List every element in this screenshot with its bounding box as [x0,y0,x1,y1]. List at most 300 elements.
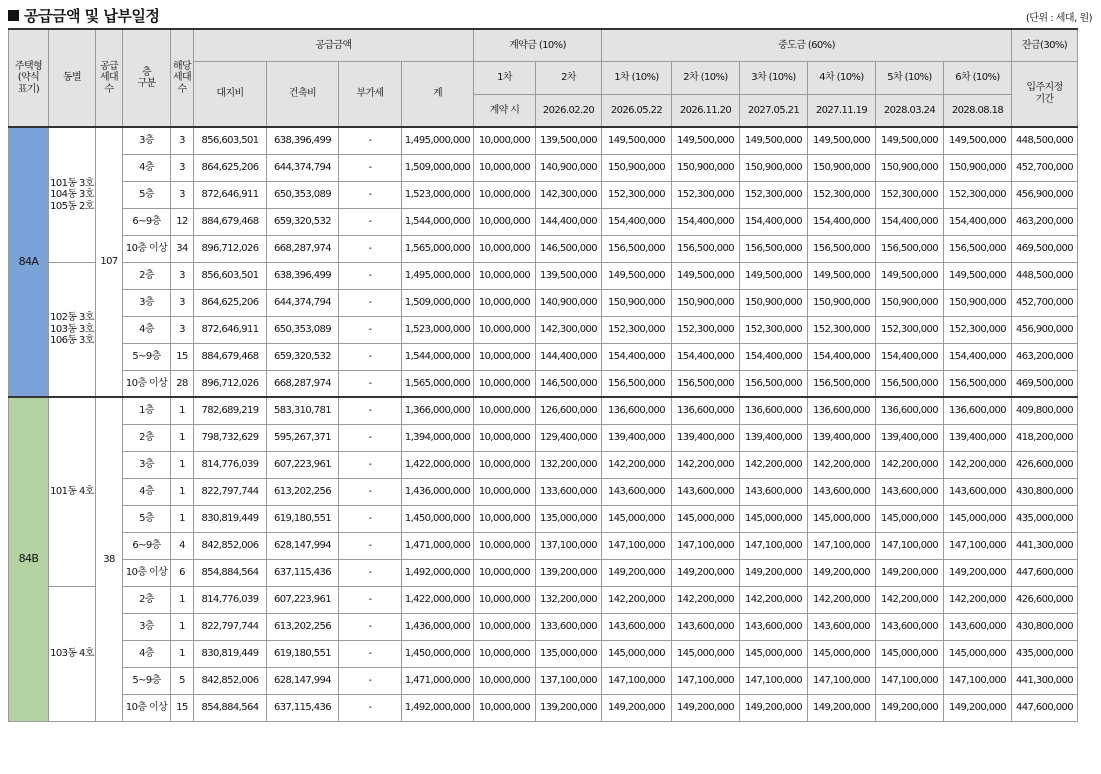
balance-cell: 452,700,000 [1012,289,1078,316]
col-m2-header: 2차 (10%) [672,61,740,94]
col-type-line: 주택형 [14,60,43,72]
title-bar [8,0,1098,26]
land-price-cell: 842,852,006 [194,532,267,559]
vat-cell: - [339,370,402,397]
col-units-line: 수 [177,83,187,95]
units-cell: 15 [171,343,194,370]
vat-cell: - [339,694,402,721]
middle-payment-1-cell: 143,600,000 [602,613,672,640]
unit-type-cell: 84A [9,127,49,397]
middle-payment-1-cell: 147,100,000 [602,532,672,559]
table-row [9,640,1078,667]
col-total-header: 계 [402,61,474,127]
middle-payment-1-cell: 150,900,000 [602,289,672,316]
table-body [9,127,1078,721]
middle-payment-1-cell: 156,500,000 [602,235,672,262]
table-row [9,208,1078,235]
contract-1-cell: 10,000,000 [474,370,536,397]
balance-cell: 447,600,000 [1012,559,1078,586]
middle-payment-5-cell: 149,200,000 [876,559,944,586]
building-price-cell: 659,320,532 [267,343,339,370]
contract-2-cell: 137,100,000 [536,667,602,694]
building-price-cell: 668,287,974 [267,370,339,397]
floor-cell: 5층 [123,505,171,532]
middle-payment-4-cell: 154,400,000 [808,208,876,235]
middle-payment-3-cell: 149,500,000 [740,127,808,154]
floor-cell: 6~9층 [123,208,171,235]
land-price-cell: 782,689,219 [194,397,267,424]
balance-cell: 452,700,000 [1012,154,1078,181]
middle-payment-5-cell: 149,500,000 [876,127,944,154]
total-price-cell: 1,394,000,000 [402,424,474,451]
balance-cell: 469,500,000 [1012,370,1078,397]
building-price-cell: 668,287,974 [267,235,339,262]
table-row [9,478,1078,505]
building-price-cell: 595,267,371 [267,424,339,451]
total-price-cell: 1,509,000,000 [402,154,474,181]
land-price-cell: 854,884,564 [194,559,267,586]
contract-1-cell: 10,000,000 [474,154,536,181]
floor-cell: 5층 [123,181,171,208]
middle-payment-2-cell: 142,200,000 [672,451,740,478]
dong-cell [49,127,96,262]
balance-cell: 441,300,000 [1012,667,1078,694]
contract-2-cell: 133,600,000 [536,478,602,505]
middle-payment-3-cell: 136,600,000 [740,397,808,424]
table-row [9,559,1078,586]
building-price-cell: 650,353,089 [267,316,339,343]
land-price-cell: 798,732,629 [194,424,267,451]
total-price-cell: 1,544,000,000 [402,208,474,235]
total-price-cell: 1,471,000,000 [402,667,474,694]
land-price-cell: 896,712,026 [194,235,267,262]
middle-payment-6-cell: 143,600,000 [944,613,1012,640]
middle-payment-5-cell: 152,300,000 [876,316,944,343]
middle-payment-4-cell: 149,200,000 [808,559,876,586]
col-supply-line: 수 [104,83,114,95]
contract-1-cell: 10,000,000 [474,208,536,235]
middle-payment-3-cell: 154,400,000 [740,208,808,235]
contract-1-cell: 10,000,000 [474,127,536,154]
middle-payment-3-cell: 142,200,000 [740,451,808,478]
land-price-cell: 872,646,911 [194,316,267,343]
units-cell: 4 [171,532,194,559]
balance-cell: 456,900,000 [1012,316,1078,343]
middle-payment-1-cell: 149,500,000 [602,262,672,289]
total-price-cell: 1,366,000,000 [402,397,474,424]
units-cell: 1 [171,586,194,613]
middle-payment-4-cell: 149,200,000 [808,694,876,721]
contract-1-cell: 10,000,000 [474,289,536,316]
balance-cell: 448,500,000 [1012,262,1078,289]
middle-payment-3-cell: 156,500,000 [740,235,808,262]
building-price-cell: 583,310,781 [267,397,339,424]
middle-payment-6-cell: 149,500,000 [944,262,1012,289]
middle-payment-1-cell: 142,200,000 [602,586,672,613]
middle-payment-5-cell: 150,900,000 [876,154,944,181]
middle-payment-4-cell: 143,600,000 [808,613,876,640]
units-cell: 3 [171,289,194,316]
col-m1-header: 1차 (10%) [602,61,672,94]
total-price-cell: 1,422,000,000 [402,451,474,478]
middle-payment-6-cell: 145,000,000 [944,505,1012,532]
vat-cell: - [339,262,402,289]
middle-payment-4-cell: 150,900,000 [808,289,876,316]
total-price-cell: 1,450,000,000 [402,505,474,532]
middle-payment-2-cell: 142,200,000 [672,586,740,613]
floor-cell: 6~9층 [123,532,171,559]
floor-cell: 10층 이상 [123,559,171,586]
contract-2-cell: 133,600,000 [536,613,602,640]
middle-payment-2-cell: 143,600,000 [672,613,740,640]
middle-payment-5-cell: 145,000,000 [876,505,944,532]
land-price-cell: 856,603,501 [194,262,267,289]
balance-cell: 447,600,000 [1012,694,1078,721]
middle-payment-6-cell: 152,300,000 [944,316,1012,343]
balance-cell: 418,200,000 [1012,424,1078,451]
balance-cell: 430,800,000 [1012,478,1078,505]
middle-payment-2-cell: 139,400,000 [672,424,740,451]
middle-payment-2-cell: 145,000,000 [672,505,740,532]
middle-payment-5-cell: 145,000,000 [876,640,944,667]
middle-payment-2-cell: 154,400,000 [672,343,740,370]
col-m3-date: 2027.05.21 [740,94,808,127]
middle-payment-3-cell: 145,000,000 [740,505,808,532]
middle-payment-1-cell: 152,300,000 [602,316,672,343]
middle-payment-3-cell: 154,400,000 [740,343,808,370]
contract-2-cell: 126,600,000 [536,397,602,424]
vat-cell: - [339,235,402,262]
supply-count-cell: 38 [96,397,123,721]
units-cell: 6 [171,559,194,586]
middle-payment-6-cell: 145,000,000 [944,640,1012,667]
middle-payment-3-cell: 152,300,000 [740,316,808,343]
contract-2-cell: 139,500,000 [536,127,602,154]
land-price-cell: 884,679,468 [194,343,267,370]
supply-count-cell: 107 [96,127,123,397]
col-floor-header [123,29,171,127]
middle-payment-4-cell: 136,600,000 [808,397,876,424]
floor-cell: 2층 [123,262,171,289]
units-cell: 3 [171,316,194,343]
table-row [9,289,1078,316]
contract-2-cell: 139,200,000 [536,694,602,721]
middle-payment-3-cell: 149,200,000 [740,559,808,586]
dong-line: 102동 3호 [50,312,94,323]
table-row [9,316,1078,343]
middle-payment-2-cell: 152,300,000 [672,316,740,343]
middle-payment-2-cell: 154,400,000 [672,208,740,235]
col-floor-line: 구분 [137,78,156,89]
vat-cell: - [339,532,402,559]
contract-2-cell: 146,500,000 [536,235,602,262]
middle-payment-1-cell: 142,200,000 [602,451,672,478]
total-price-cell: 1,450,000,000 [402,640,474,667]
middle-payment-2-cell: 156,500,000 [672,235,740,262]
total-price-cell: 1,523,000,000 [402,316,474,343]
table-row [9,397,1078,424]
middle-payment-5-cell: 154,400,000 [876,208,944,235]
middle-payment-6-cell: 152,300,000 [944,181,1012,208]
floor-cell: 2층 [123,586,171,613]
total-price-cell: 1,523,000,000 [402,181,474,208]
middle-payment-3-cell: 147,100,000 [740,532,808,559]
land-price-cell: 830,819,449 [194,505,267,532]
middle-payment-5-cell: 149,500,000 [876,262,944,289]
table-row [9,181,1078,208]
floor-cell: 10층 이상 [123,694,171,721]
dong-line: 105동 2호 [50,200,94,212]
contract-2-cell: 144,400,000 [536,208,602,235]
land-price-cell: 884,679,468 [194,208,267,235]
contract-2-cell: 132,200,000 [536,451,602,478]
middle-payment-2-cell: 147,100,000 [672,667,740,694]
units-cell: 1 [171,397,194,424]
middle-payment-2-cell: 156,500,000 [672,370,740,397]
page-title [8,5,159,26]
dong-line: 103동 3호 [50,323,94,335]
contract-1-cell: 10,000,000 [474,694,536,721]
table-row [9,613,1078,640]
table-row [9,235,1078,262]
table-row [9,127,1078,154]
vat-cell: - [339,613,402,640]
middle-payment-6-cell: 149,200,000 [944,559,1012,586]
vat-cell: - [339,127,402,154]
middle-payment-5-cell: 136,600,000 [876,397,944,424]
vat-cell: - [339,640,402,667]
vat-cell: - [339,343,402,370]
total-price-cell: 1,492,000,000 [402,559,474,586]
col-units-line: 세대 [172,72,192,84]
vat-cell: - [339,559,402,586]
middle-payment-1-cell: 154,400,000 [602,208,672,235]
middle-payment-5-cell: 156,500,000 [876,235,944,262]
contract-1-cell: 10,000,000 [474,235,536,262]
contract-1-cell: 10,000,000 [474,343,536,370]
middle-payment-6-cell: 143,600,000 [944,478,1012,505]
middle-payment-5-cell: 139,400,000 [876,424,944,451]
middle-payment-2-cell: 150,900,000 [672,289,740,316]
dong-cell [49,586,96,721]
col-type-header [9,29,49,127]
building-price-cell: 637,115,436 [267,694,339,721]
units-cell: 3 [171,262,194,289]
land-price-cell: 842,852,006 [194,667,267,694]
middle-payment-5-cell: 152,300,000 [876,181,944,208]
total-price-cell: 1,544,000,000 [402,343,474,370]
contract-1-cell: 10,000,000 [474,505,536,532]
middle-payment-4-cell: 139,400,000 [808,424,876,451]
col-land-header: 대지비 [194,61,267,127]
middle-payment-4-cell: 154,400,000 [808,343,876,370]
page-title-text: 공급금액 및 납부일정 [24,7,160,25]
middle-payment-1-cell: 150,900,000 [602,154,672,181]
vat-cell: - [339,154,402,181]
middle-payment-3-cell: 139,400,000 [740,424,808,451]
middle-payment-1-cell: 143,600,000 [602,478,672,505]
middle-payment-4-cell: 145,000,000 [808,640,876,667]
floor-cell: 10층 이상 [123,235,171,262]
col-type-line: 표기) [17,83,40,95]
middle-payment-2-cell: 145,000,000 [672,640,740,667]
table-row [9,694,1078,721]
building-price-cell: 628,147,994 [267,532,339,559]
middle-payment-6-cell: 156,500,000 [944,370,1012,397]
land-price-cell: 872,646,911 [194,181,267,208]
middle-payment-6-cell: 149,500,000 [944,127,1012,154]
middle-payment-6-cell: 150,900,000 [944,154,1012,181]
balance-cell: 469,500,000 [1012,235,1078,262]
table-row [9,586,1078,613]
col-m3-header: 3차 (10%) [740,61,808,94]
contract-1-cell: 10,000,000 [474,613,536,640]
middle-payment-3-cell: 152,300,000 [740,181,808,208]
floor-cell: 3층 [123,127,171,154]
land-price-cell: 822,797,744 [194,613,267,640]
contract-2-cell: 139,200,000 [536,559,602,586]
middle-payment-5-cell: 142,200,000 [876,586,944,613]
contract-1-cell: 10,000,000 [474,640,536,667]
col-supply-line: 공급 [99,60,119,72]
middle-payment-5-cell: 143,600,000 [876,478,944,505]
middle-payment-2-cell: 136,600,000 [672,397,740,424]
middle-payment-4-cell: 156,500,000 [808,235,876,262]
table-row [9,532,1078,559]
balance-cell: 463,200,000 [1012,343,1078,370]
total-price-cell: 1,565,000,000 [402,235,474,262]
middle-payment-5-cell: 154,400,000 [876,343,944,370]
total-price-cell: 1,436,000,000 [402,613,474,640]
middle-payment-1-cell: 156,500,000 [602,370,672,397]
middle-payment-2-cell: 152,300,000 [672,181,740,208]
units-cell: 1 [171,640,194,667]
contract-1-cell: 10,000,000 [474,559,536,586]
building-price-cell: 650,353,089 [267,181,339,208]
balance-cell: 441,300,000 [1012,532,1078,559]
floor-cell: 2층 [123,424,171,451]
middle-payment-2-cell: 149,500,000 [672,127,740,154]
table-row [9,667,1078,694]
middle-payment-5-cell: 149,200,000 [876,694,944,721]
middle-payment-4-cell: 142,200,000 [808,451,876,478]
col-type-line: (약식 [17,72,40,84]
total-price-cell: 1,495,000,000 [402,127,474,154]
floor-cell: 5~9층 [123,343,171,370]
middle-payment-5-cell: 142,200,000 [876,451,944,478]
vat-cell: - [339,289,402,316]
col-floor-line: 층 [141,66,152,78]
middle-payment-2-cell: 150,900,000 [672,154,740,181]
table-row [9,451,1078,478]
middle-payment-5-cell: 143,600,000 [876,613,944,640]
balance-cell: 435,000,000 [1012,505,1078,532]
land-price-cell: 856,603,501 [194,127,267,154]
middle-payment-4-cell: 156,500,000 [808,370,876,397]
middle-payment-1-cell: 149,500,000 [602,127,672,154]
middle-payment-4-cell: 150,900,000 [808,154,876,181]
middle-payment-5-cell: 147,100,000 [876,667,944,694]
vat-cell: - [339,397,402,424]
balance-cell: 409,800,000 [1012,397,1078,424]
middle-payment-1-cell: 149,200,000 [602,559,672,586]
contract-1-cell: 10,000,000 [474,451,536,478]
building-price-cell: 619,180,551 [267,505,339,532]
middle-payment-5-cell: 150,900,000 [876,289,944,316]
building-price-cell: 607,223,961 [267,451,339,478]
dong-cell [49,262,96,397]
building-price-cell: 637,115,436 [267,559,339,586]
contract-2-cell: 142,300,000 [536,316,602,343]
col-m6-header: 6차 (10%) [944,61,1012,94]
units-cell: 3 [171,154,194,181]
middle-payment-2-cell: 149,200,000 [672,694,740,721]
middle-payment-3-cell: 149,200,000 [740,694,808,721]
col-building-header: 건축비 [267,61,339,127]
supply-price-table [8,28,1078,722]
building-price-cell: 638,396,499 [267,262,339,289]
col-m5-header: 5차 (10%) [876,61,944,94]
middle-payment-2-cell: 147,100,000 [672,532,740,559]
units-cell: 1 [171,424,194,451]
middle-payment-6-cell: 147,100,000 [944,667,1012,694]
col-m4-date: 2027.11.19 [808,94,876,127]
building-price-cell: 613,202,256 [267,478,339,505]
col-supply-amount-header: 공급금액 [194,29,474,61]
col-contract-header: 계약금 (10%) [474,29,602,61]
units-cell: 1 [171,451,194,478]
middle-payment-4-cell: 142,200,000 [808,586,876,613]
middle-payment-2-cell: 149,200,000 [672,559,740,586]
contract-1-cell: 10,000,000 [474,586,536,613]
unit-note: (단위 : 세대, 원) [1025,13,1092,24]
col-middle-header: 중도금 (60%) [602,29,1012,61]
contract-2-cell: 139,500,000 [536,262,602,289]
floor-cell: 4층 [123,478,171,505]
col-m5-date: 2028.03.24 [876,94,944,127]
total-price-cell: 1,509,000,000 [402,289,474,316]
dong-cell [49,397,96,586]
col-balance-line: 입주지정 [1026,82,1063,94]
unit-type-cell: 84B [9,397,49,721]
units-cell: 1 [171,505,194,532]
col-units-header [171,29,194,127]
contract-1-cell: 10,000,000 [474,424,536,451]
contract-1-cell: 10,000,000 [474,478,536,505]
total-price-cell: 1,471,000,000 [402,532,474,559]
middle-payment-6-cell: 142,200,000 [944,451,1012,478]
middle-payment-4-cell: 143,600,000 [808,478,876,505]
units-cell: 15 [171,694,194,721]
dong-line: 101동 3호 [50,177,94,189]
contract-1-cell: 10,000,000 [474,397,536,424]
building-price-cell: 628,147,994 [267,667,339,694]
col-balance-line: 기간 [1035,93,1054,105]
middle-payment-3-cell: 143,600,000 [740,478,808,505]
col-balance-sub-header [1012,61,1078,127]
vat-cell: - [339,505,402,532]
middle-payment-6-cell: 150,900,000 [944,289,1012,316]
total-price-cell: 1,436,000,000 [402,478,474,505]
col-c1-header: 1차 [474,61,536,94]
land-price-cell: 814,776,039 [194,586,267,613]
balance-cell: 456,900,000 [1012,181,1078,208]
units-cell: 34 [171,235,194,262]
middle-payment-4-cell: 152,300,000 [808,181,876,208]
contract-2-cell: 146,500,000 [536,370,602,397]
middle-payment-1-cell: 136,600,000 [602,397,672,424]
units-cell: 1 [171,613,194,640]
